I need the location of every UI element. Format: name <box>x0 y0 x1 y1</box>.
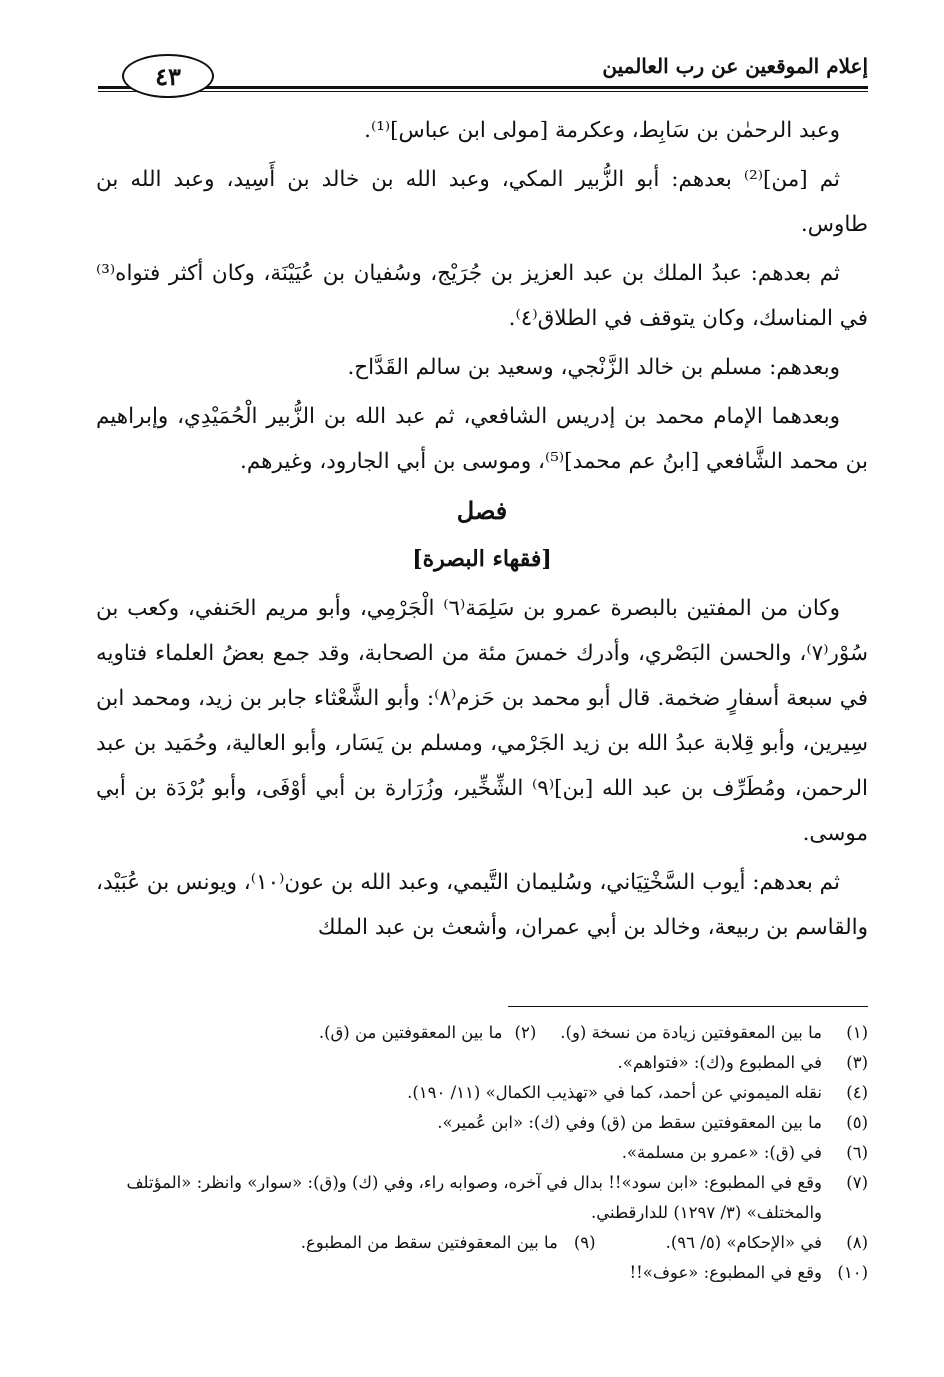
footnote-number: (٦) <box>846 1143 868 1162</box>
paragraph: ثم [من]⁽²⁾ بعدهم: أبو الزُّبير المكي، وعبد الله بن خالد بن أَسِيد، وعبد الله بن طاوس. <box>96 167 868 237</box>
header-rule-thin <box>98 91 868 92</box>
footnote-number: (٧) <box>846 1173 868 1192</box>
footnote-text: في المطبوع و(ك): «فتواهم». <box>617 1053 822 1072</box>
footnote-text: في (ق): «عمرو بن مسلمة». <box>621 1143 822 1162</box>
section-heading: فصل <box>456 496 508 525</box>
footnote-text: ما بين المعقوفتين زيادة من نسخة (و). <box>560 1023 822 1042</box>
footnote-text: ما بين المعقوفتين سقط من المطبوع. <box>300 1233 558 1252</box>
footnote-line <box>96 1018 868 1048</box>
footnote-line <box>96 1078 868 1108</box>
footnote-line <box>96 1258 868 1288</box>
footnote-rule <box>508 1006 868 1007</box>
footnote-line <box>96 1048 868 1078</box>
footnote-text: ما بين المعقوفتين سقط من (ق) وفي (ك): «ابن عُمير». <box>437 1113 822 1132</box>
footnote-line <box>96 1168 868 1228</box>
paragraph: وبعدهم: مسلم بن خالد الزَّنْجي، وسعيد بن سالم القَدَّاح. <box>347 355 840 380</box>
running-title: إعلام الموقعين عن رب العالمين <box>602 54 868 78</box>
page-header <box>98 40 868 100</box>
footnote-number: (١) <box>846 1023 868 1042</box>
footnote-number: (١٠) <box>837 1263 868 1282</box>
footnote-text: وقع في المطبوع: «ابن سود»!! بدال في آخره، وصوابه راء، وفي (ك) و(ق): «سوار» وانظر: «المؤتلف والمختلف» (٣/ ١٢٩٧) للدارقطني. <box>126 1173 822 1222</box>
main-text <box>96 108 868 954</box>
footnote-line <box>96 1138 868 1168</box>
header-rule <box>98 86 868 89</box>
page-number: ٤٣ <box>122 54 214 98</box>
section-subheading: [فقهاء البصرة] <box>412 546 552 572</box>
footnote-text: في «الإحكام» (٥/ ٩٦). <box>665 1233 822 1252</box>
footnote-number: (٤) <box>846 1083 868 1102</box>
footnote-number: (٨) <box>846 1233 868 1252</box>
footnotes <box>96 1018 868 1288</box>
paragraph: وكان من المفتين بالبصرة عمرو بن سَلِمَة⁽٦⁾ الْجَرْمِي، وأبو مريم الحَنفي، وكعب بن سُوْر⁽٧⁾، والحسن البَصْري، وأدرك خمسَ مئة من الصحابة، وقد جمع بعضُ العلماء فتاويه في سبعة أسفارٍ ضخمة. قال أبو محمد بن حَزم⁽٨⁾: وأبو الشَّعْثاء جابر بن زيد، ومحمد ابن سِيرين، وأبو قِلابة عبدُ الله بن زيد الجَرْمي، ومسلم بن يَسَار، وأبو العالية، وحُمَيد بن عبد الرحمن، ومُطَرِّف بن عبد الله [بن]⁽٩⁾ الشِّخِّير، وزُرَارة بن أبي أوْفَى، وأبو بُرْدَة بن أبي موسى. <box>96 596 869 846</box>
footnote-text: نقله الميموني عن أحمد، كما في «تهذيب الكمال» (١١/ ١٩٠). <box>407 1083 822 1102</box>
footnote-line <box>96 1228 868 1258</box>
paragraph: ثم بعدهم: أيوب السَّخْتِيَاني، وسُليمان التَّيمي، وعبد الله بن عون⁽١٠⁾، ويونس بن عُبَيْد، والقاسم بن ربيعة، وخالد بن أبي عمران، وأشعث بن عبد الملك <box>96 870 868 940</box>
paragraph: وبعدهما الإمام محمد بن إدريس الشافعي، ثم عبد الله بن الزُّبير الْحُمَيْدِي، وإبراهيم بن محمد الشَّافعي [ابنُ عم محمد]⁽⁵⁾، وموسى بن أبي الجارود، وغيرهم. <box>96 404 868 474</box>
paragraph: وعبد الرحمٰن بن سَابِط، وعكرمة [مولى ابن عباس]⁽¹⁾. <box>364 118 840 143</box>
footnote-number: (٥) <box>846 1113 868 1132</box>
paragraph: ثم بعدهم: عبدُ الملك بن عبد العزيز بن جُرَيْج، وسُفيان بن عُيَيْنَة، وكان أكثر فتواه⁽³⁾ في المناسك، وكان يتوقف في الطلاق⁽٤⁾. <box>96 261 868 331</box>
footnote-text: ما بين المعقوفتين من (ق). <box>318 1023 503 1042</box>
footnote-number: (٣) <box>846 1053 868 1072</box>
footnote-number: (٩) <box>573 1233 596 1252</box>
footnote-text: وقع في المطبوع: «عوف»!! <box>629 1263 822 1282</box>
footnote-line <box>96 1108 868 1138</box>
footnote-number: (٢) <box>514 1023 537 1042</box>
